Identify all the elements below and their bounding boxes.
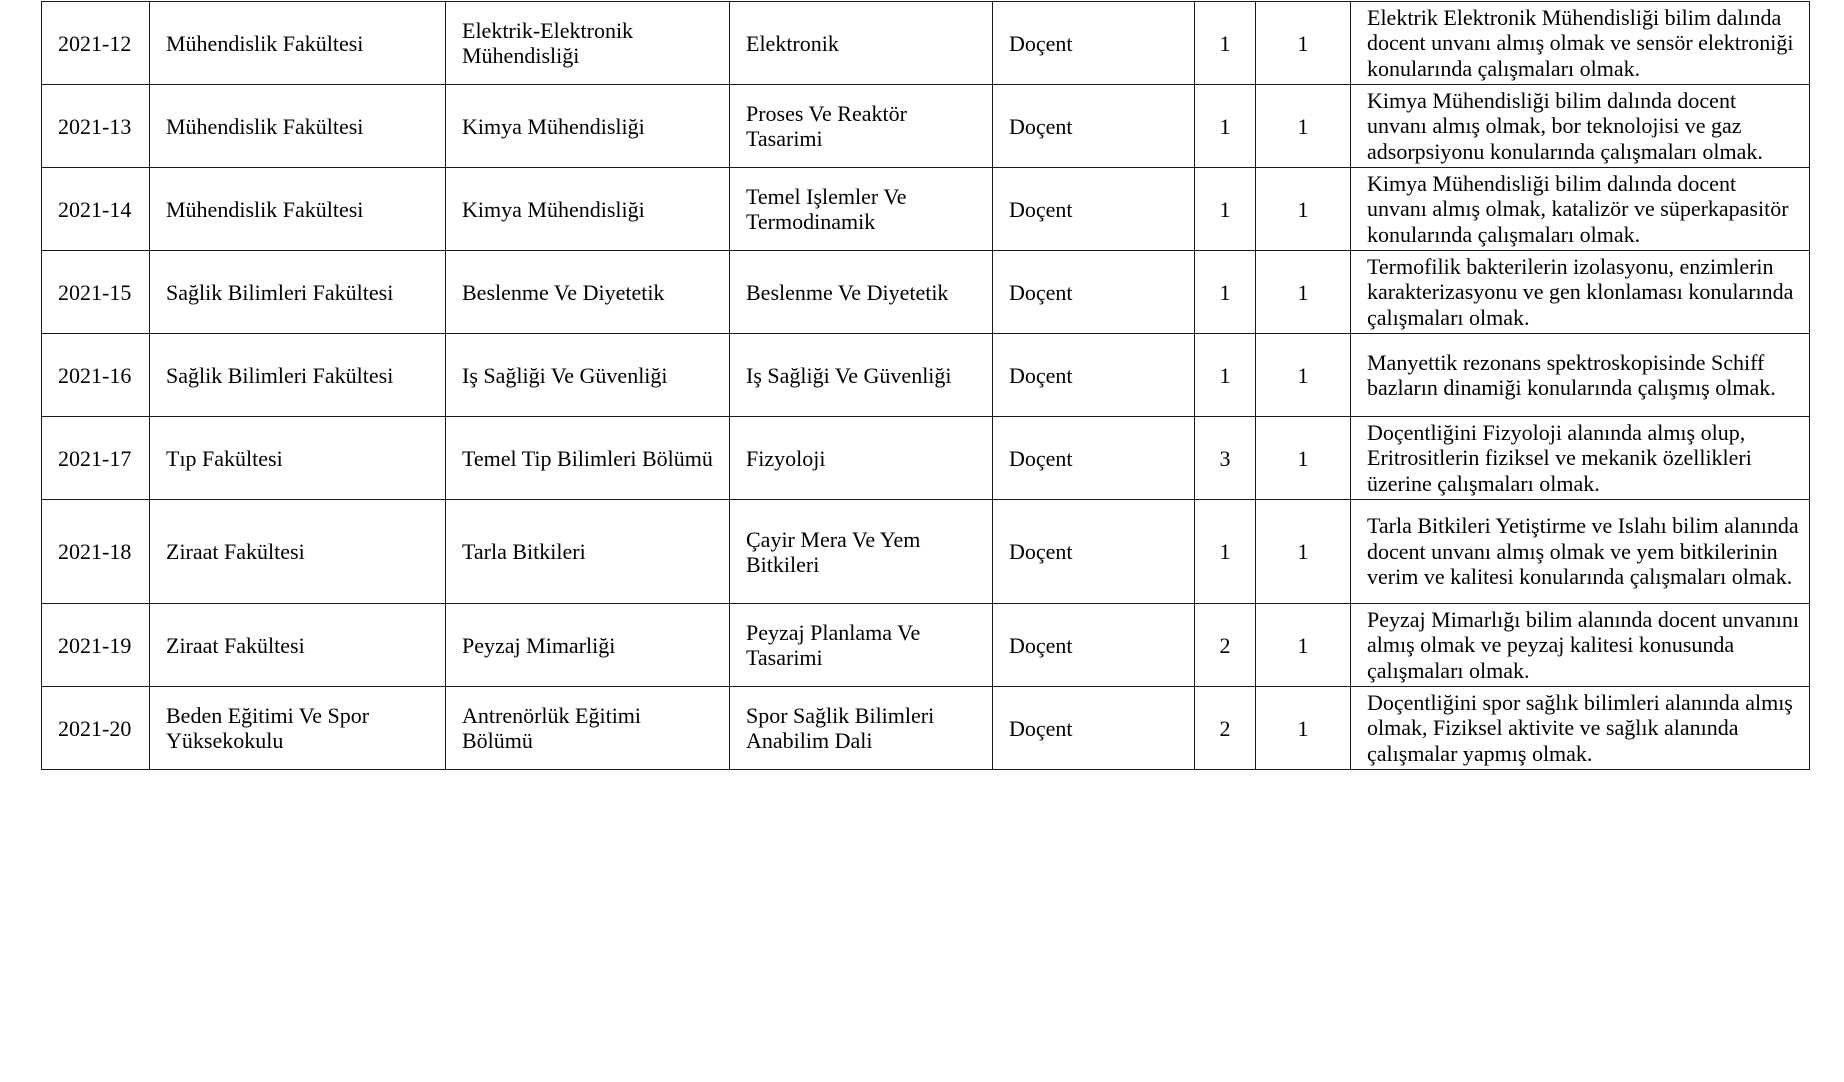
faculty-cell: Tıp Fakültesi [150, 417, 446, 500]
title-cell: Doçent [993, 2, 1195, 85]
table-row [42, 417, 1810, 500]
table-row [42, 604, 1810, 687]
table-row [42, 85, 1810, 168]
department-cell: Peyzaj Mimarliği [446, 604, 730, 687]
condition-cell: Manyettik rezonans spektroskopisinde Schiff bazların dinamiği konularında çalışmış olmak. [1351, 334, 1810, 417]
department-cell: Antrenörlük Eğitimi Bölümü [446, 687, 730, 770]
table-row [42, 687, 1810, 770]
position-code: 2021-20 [42, 687, 150, 770]
count-cell: 1 [1256, 168, 1351, 251]
degree-cell: 1 [1195, 85, 1256, 168]
faculty-cell: Sağlik Bilimleri Fakültesi [150, 334, 446, 417]
position-code: 2021-18 [42, 500, 150, 604]
degree-cell: 1 [1195, 500, 1256, 604]
division-cell: Iş Sağliği Ve Güvenliği [730, 334, 993, 417]
degree-cell: 1 [1195, 251, 1256, 334]
condition-cell: Doçentliğini Fizyoloji alanında almış olup, Eritrositlerin fiziksel ve mekanik özellikleri üzerine çalışmaları olmak. [1351, 417, 1810, 500]
division-cell: Peyzaj Planlama Ve Tasarimi [730, 604, 993, 687]
faculty-cell: Ziraat Fakültesi [150, 604, 446, 687]
position-code: 2021-12 [42, 2, 150, 85]
title-cell: Doçent [993, 687, 1195, 770]
department-cell: Temel Tip Bilimleri Bölümü [446, 417, 730, 500]
title-cell: Doçent [993, 85, 1195, 168]
faculty-cell: Mühendislik Fakültesi [150, 2, 446, 85]
division-cell: Elektronik [730, 2, 993, 85]
table-row [42, 500, 1810, 604]
table-row [42, 2, 1810, 85]
condition-cell: Peyzaj Mimarlığı bilim alanında docent unvanını almış olmak ve peyzaj kalitesi konusunda çalışmaları olmak. [1351, 604, 1810, 687]
count-cell: 1 [1256, 417, 1351, 500]
division-cell: Proses Ve Reaktör Tasarimi [730, 85, 993, 168]
degree-cell: 2 [1195, 604, 1256, 687]
division-cell: Çayir Mera Ve Yem Bitkileri [730, 500, 993, 604]
department-cell: Kimya Mühendisliği [446, 168, 730, 251]
condition-cell: Kimya Mühendisliği bilim dalında docent unvanı almış olmak, bor teknolojisi ve gaz adsorpsiyonu konularında çalışmaları olmak. [1351, 85, 1810, 168]
title-cell: Doçent [993, 168, 1195, 251]
division-cell: Temel Işlemler Ve Termodinamik [730, 168, 993, 251]
department-cell: Elektrik-Elektronik Mühendisliği [446, 2, 730, 85]
department-cell: Beslenme Ve Diyetetik [446, 251, 730, 334]
count-cell: 1 [1256, 604, 1351, 687]
position-code: 2021-13 [42, 85, 150, 168]
count-cell: 1 [1256, 500, 1351, 604]
division-cell: Fizyoloji [730, 417, 993, 500]
faculty-cell: Sağlik Bilimleri Fakültesi [150, 251, 446, 334]
division-cell: Spor Sağlik Bilimleri Anabilim Dali [730, 687, 993, 770]
table-row [42, 251, 1810, 334]
title-cell: Doçent [993, 417, 1195, 500]
title-cell: Doçent [993, 500, 1195, 604]
position-code: 2021-19 [42, 604, 150, 687]
division-cell: Beslenme Ve Diyetetik [730, 251, 993, 334]
table-row [42, 168, 1810, 251]
count-cell: 1 [1256, 2, 1351, 85]
title-cell: Doçent [993, 604, 1195, 687]
department-cell: Iş Sağliği Ve Güvenliği [446, 334, 730, 417]
condition-cell: Tarla Bitkileri Yetiştirme ve Islahı bilim alanında docent unvanı almış olmak ve yem bitkilerinin verim ve kalitesi konularında çalışmaları olmak. [1351, 500, 1810, 604]
count-cell: 1 [1256, 85, 1351, 168]
degree-cell: 2 [1195, 687, 1256, 770]
faculty-cell: Beden Eğitimi Ve Spor Yüksekokulu [150, 687, 446, 770]
title-cell: Doçent [993, 251, 1195, 334]
condition-cell: Doçentliğini spor sağlık bilimleri alanında almış olmak, Fiziksel aktivite ve sağlık alanında çalışmalar yapmış olmak. [1351, 687, 1810, 770]
department-cell: Tarla Bitkileri [446, 500, 730, 604]
position-code: 2021-15 [42, 251, 150, 334]
faculty-cell: Mühendislik Fakültesi [150, 168, 446, 251]
count-cell: 1 [1256, 334, 1351, 417]
positions-table [41, 1, 1810, 770]
title-cell: Doçent [993, 334, 1195, 417]
count-cell: 1 [1256, 251, 1351, 334]
count-cell: 1 [1256, 687, 1351, 770]
position-code: 2021-14 [42, 168, 150, 251]
degree-cell: 1 [1195, 2, 1256, 85]
condition-cell: Kimya Mühendisliği bilim dalında docent unvanı almış olmak, katalizör ve süperkapasitör konularında çalışmaları olmak. [1351, 168, 1810, 251]
condition-cell: Elektrik Elektronik Mühendisliği bilim dalında docent unvanı almış olmak ve sensör elektroniği konularında çalışmaları olmak. [1351, 2, 1810, 85]
degree-cell: 1 [1195, 334, 1256, 417]
position-code: 2021-16 [42, 334, 150, 417]
condition-cell: Termofilik bakterilerin izolasyonu, enzimlerin karakterizasyonu ve gen klonlaması konularında çalışmaları olmak. [1351, 251, 1810, 334]
degree-cell: 3 [1195, 417, 1256, 500]
degree-cell: 1 [1195, 168, 1256, 251]
faculty-cell: Mühendislik Fakültesi [150, 85, 446, 168]
position-code: 2021-17 [42, 417, 150, 500]
faculty-cell: Ziraat Fakültesi [150, 500, 446, 604]
table-row [42, 334, 1810, 417]
department-cell: Kimya Mühendisliği [446, 85, 730, 168]
